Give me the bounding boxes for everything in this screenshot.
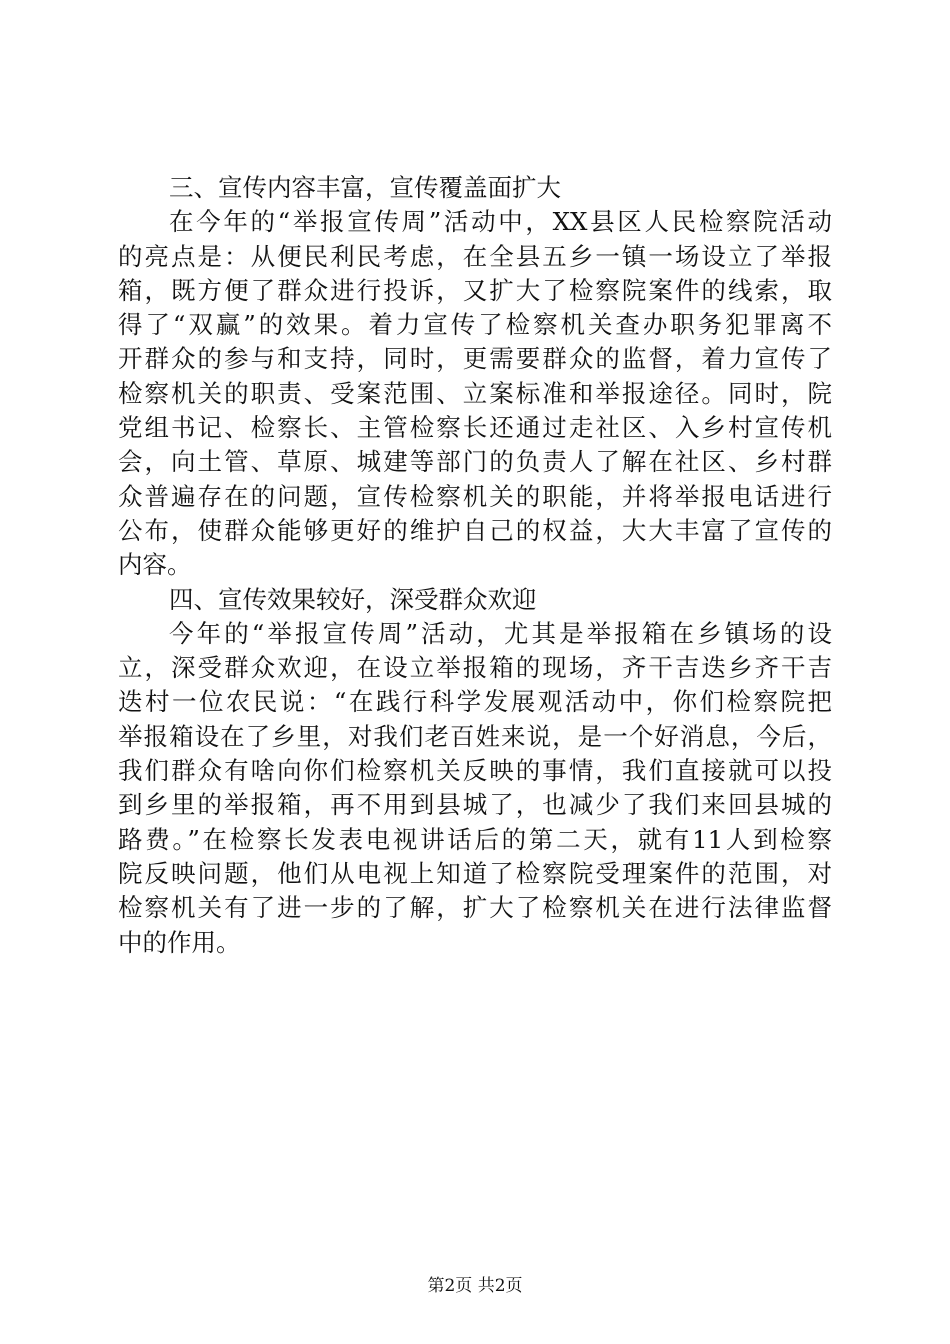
paragraph-line: 党组书记、检察长、主管检察长还通过走社区、入乡村宣传机	[118, 413, 832, 443]
paragraph-line: 立，深受群众欢迎，在设立举报箱的现场，齐干吉迭乡齐干吉	[118, 653, 832, 683]
paragraph-line: 开群众的参与和支持，同时，更需要群众的监督，着力宣传了	[118, 344, 832, 374]
paragraph-line: 公布，使群众能够更好的维护自己的权益，大大丰富了宣传的	[118, 515, 832, 545]
paragraph-2	[118, 617, 832, 960]
section-heading-4: 四、宣传效果较好，深受群众欢迎	[169, 584, 537, 614]
paragraph-line: 迭村一位农民说：“在践行科学发展观活动中，你们检察院把	[118, 687, 832, 717]
page-number-footer: 第2页 共2页	[427, 1276, 523, 1296]
paragraph-line: 会，向土管、草原、城建等部门的负责人了解在社区、乡村群	[118, 447, 832, 477]
paragraph-line: 检察机关的职责、受案范围、立案标准和举报途径。同时，院	[118, 378, 832, 408]
paragraph-line: 检察机关有了进一步的了解，扩大了检察机关在进行法律监督	[118, 893, 832, 923]
paragraph-line: 众普遍存在的问题，宣传检察机关的职能，并将举报电话进行	[118, 481, 832, 511]
paragraph-line: 到乡里的举报箱，再不用到县城了，也减少了我们来回县城的	[118, 790, 832, 820]
paragraph-line: 得了“双赢”的效果。着力宣传了检察机关查办职务犯罪离不	[118, 310, 832, 340]
paragraph-line: 今年的“举报宣传周”活动，尤其是举报箱在乡镇场的设	[169, 618, 832, 648]
document-body	[118, 171, 832, 960]
paragraph-1	[118, 205, 832, 582]
paragraph-line: 在今年的“举报宣传周”活动中，XX县区人民检察院活动	[169, 207, 832, 237]
paragraph-line: 我们群众有啥向你们检察机关反映的事情，我们直接就可以投	[118, 756, 832, 786]
paragraph-line: 的亮点是：从便民利民考虑，在全县五乡一镇一场设立了举报	[118, 241, 832, 271]
paragraph-line: 举报箱设在了乡里，对我们老百姓来说，是一个好消息，今后，	[118, 721, 832, 751]
paragraph-line: 箱，既方便了群众进行投诉，又扩大了检察院案件的线索，取	[118, 275, 832, 305]
paragraph-line: 院反映问题，他们从电视上知道了检察院受理案件的范围，对	[118, 858, 832, 888]
paragraph-line: 中的作用。	[118, 927, 241, 957]
section-heading-3: 三、宣传内容丰富，宣传覆盖面扩大	[169, 173, 561, 202]
paragraph-line: 路费。”在检察长发表电视讲话后的第二天，就有11人到检察	[118, 824, 832, 854]
paragraph-line: 内容。	[118, 550, 192, 580]
